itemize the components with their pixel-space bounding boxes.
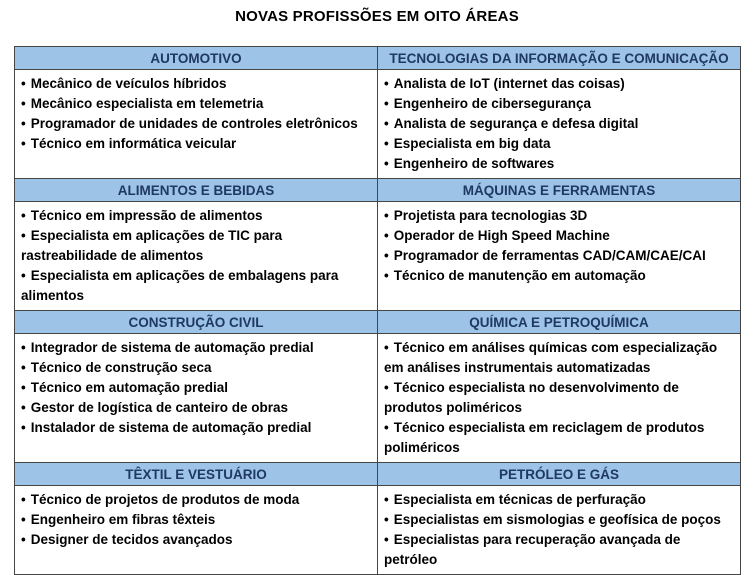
profession-item — [384, 338, 732, 378]
profession-item-label: Técnico em impressão de alimentos — [30, 208, 263, 223]
bullet-icon: • — [21, 116, 26, 131]
profession-item — [21, 94, 369, 114]
profession-item-label: Analista de segurança e defesa digital — [393, 116, 639, 131]
bullet-icon: • — [384, 340, 389, 355]
bullet-icon: • — [21, 400, 26, 415]
profession-item-label: Especialista em big data — [393, 136, 551, 151]
profession-item — [384, 418, 732, 458]
profession-item-label: Especialistas em sismologias e geofísica de poços — [393, 512, 721, 527]
profession-item-label: Técnico especialista em reciclagem de produtos poliméricos — [384, 420, 705, 455]
bullet-icon: • — [384, 248, 389, 263]
profession-item-label: Analista de IoT (internet das coisas) — [393, 76, 625, 91]
table-row — [15, 202, 741, 311]
profession-item-label: Técnico em análises químicas com especialização em análises instrumentais automatizadas — [384, 340, 718, 375]
bullet-icon: • — [21, 532, 26, 547]
bullet-icon: • — [21, 228, 26, 243]
profession-item — [384, 226, 732, 246]
profession-item — [21, 510, 369, 530]
profession-item-label: Especialista em aplicações de TIC para rastreabilidade de alimentos — [21, 228, 283, 263]
section-header: PETRÓLEO E GÁS — [378, 463, 741, 486]
section-header: QUÍMICA E PETROQUÍMICA — [378, 311, 741, 334]
profession-item-label: Técnico especialista no desenvolvimento de produtos poliméricos — [384, 380, 679, 415]
table-row — [15, 463, 741, 486]
bullet-icon: • — [21, 380, 26, 395]
bullet-icon: • — [384, 512, 389, 527]
profession-item-label: Técnico de construção seca — [30, 360, 212, 375]
profession-item — [21, 266, 369, 306]
table-row — [15, 311, 741, 334]
profession-item — [21, 398, 369, 418]
bullet-icon: • — [21, 76, 26, 91]
section-cell — [15, 334, 378, 463]
profession-item-label: Operador de High Speed Machine — [393, 228, 610, 243]
section-cell — [15, 70, 378, 179]
profession-item — [21, 530, 369, 550]
profession-item-label: Engenheiro em fibras têxteis — [30, 512, 216, 527]
section-header: TECNOLOGIAS DA INFORMAÇÃO E COMUNICAÇÃO — [378, 47, 741, 70]
profession-item-label: Projetista para tecnologias 3D — [393, 208, 588, 223]
profession-item-label: Técnico de projetos de produtos de moda — [30, 492, 300, 507]
profession-item-label: Mecânico de veículos híbridos — [30, 76, 227, 91]
section-cell — [378, 334, 741, 463]
profession-item — [384, 134, 732, 154]
profession-item — [21, 490, 369, 510]
profession-item — [21, 226, 369, 266]
bullet-icon: • — [21, 208, 26, 223]
profession-item-label: Designer de tecidos avançados — [30, 532, 233, 547]
profession-item — [384, 74, 732, 94]
bullet-icon: • — [384, 208, 389, 223]
profession-item-label: Técnico de manutenção em automação — [393, 268, 646, 283]
section-cell — [378, 70, 741, 179]
profession-item-label: Técnico em informática veicular — [30, 136, 237, 151]
profession-item-label: Programador de unidades de controles eletrônicos — [30, 116, 358, 131]
areas-table-body — [15, 47, 741, 575]
profession-item — [21, 418, 369, 438]
section-header: ALIMENTOS E BEBIDAS — [15, 179, 378, 202]
profession-item-label: Mecânico especialista em telemetria — [30, 96, 264, 111]
profession-item — [384, 530, 732, 570]
section-header: AUTOMOTIVO — [15, 47, 378, 70]
bullet-icon: • — [21, 268, 26, 283]
bullet-icon: • — [384, 228, 389, 243]
profession-item-label: Técnico em automação predial — [30, 380, 229, 395]
bullet-icon: • — [21, 420, 26, 435]
profession-item — [21, 338, 369, 358]
table-row — [15, 486, 741, 575]
profession-item-label: Engenheiro de cibersegurança — [393, 96, 592, 111]
profession-item-label: Programador de ferramentas CAD/CAM/CAE/CAI — [393, 248, 706, 263]
profession-item-label: Especialistas para recuperação avançada de petróleo — [384, 532, 681, 567]
profession-item — [384, 114, 732, 134]
profession-item — [384, 206, 732, 226]
profession-item — [21, 206, 369, 226]
bullet-icon: • — [21, 360, 26, 375]
bullet-icon: • — [21, 136, 26, 151]
page-title: NOVAS PROFISSÕES EM OITO ÁREAS — [235, 8, 519, 25]
section-cell — [378, 202, 741, 311]
section-header: TÊXTIL E VESTUÁRIO — [15, 463, 378, 486]
bullet-icon: • — [384, 380, 389, 395]
profession-item — [21, 358, 369, 378]
profession-item — [384, 266, 732, 286]
profession-item — [384, 94, 732, 114]
profession-item-label: Integrador de sistema de automação predial — [30, 340, 314, 355]
bullet-icon: • — [21, 492, 26, 507]
profession-item — [21, 114, 369, 134]
bullet-icon: • — [384, 156, 389, 171]
bullet-icon: • — [384, 268, 389, 283]
profession-item-label: Engenheiro de softwares — [393, 156, 555, 171]
bullet-icon: • — [384, 96, 389, 111]
areas-table — [14, 46, 741, 575]
bullet-icon: • — [384, 136, 389, 151]
profession-item — [21, 74, 369, 94]
profession-item-label: Especialista em técnicas de perfuração — [393, 492, 646, 507]
bullet-icon: • — [384, 492, 389, 507]
bullet-icon: • — [384, 76, 389, 91]
bullet-icon: • — [384, 116, 389, 131]
section-header: MÁQUINAS E FERRAMENTAS — [378, 179, 741, 202]
bullet-icon: • — [21, 96, 26, 111]
section-cell — [15, 486, 378, 575]
section-cell — [378, 486, 741, 575]
table-row — [15, 70, 741, 179]
profession-item — [21, 378, 369, 398]
bullet-icon: • — [384, 532, 389, 547]
profession-item — [21, 134, 369, 154]
table-row — [15, 179, 741, 202]
profession-item — [384, 490, 732, 510]
profession-item — [384, 154, 732, 174]
table-row — [15, 334, 741, 463]
section-header: CONSTRUÇÃO CIVIL — [15, 311, 378, 334]
table-row — [15, 47, 741, 70]
profession-item-label: Especialista em aplicações de embalagens para alimentos — [21, 268, 339, 303]
bullet-icon: • — [21, 340, 26, 355]
profession-item — [384, 246, 732, 266]
bullet-icon: • — [384, 420, 389, 435]
section-cell — [15, 202, 378, 311]
profession-item-label: Gestor de logística de canteiro de obras — [30, 400, 289, 415]
profession-item — [384, 510, 732, 530]
bullet-icon: • — [21, 512, 26, 527]
profession-item-label: Instalador de sistema de automação predial — [30, 420, 312, 435]
profession-item — [384, 378, 732, 418]
